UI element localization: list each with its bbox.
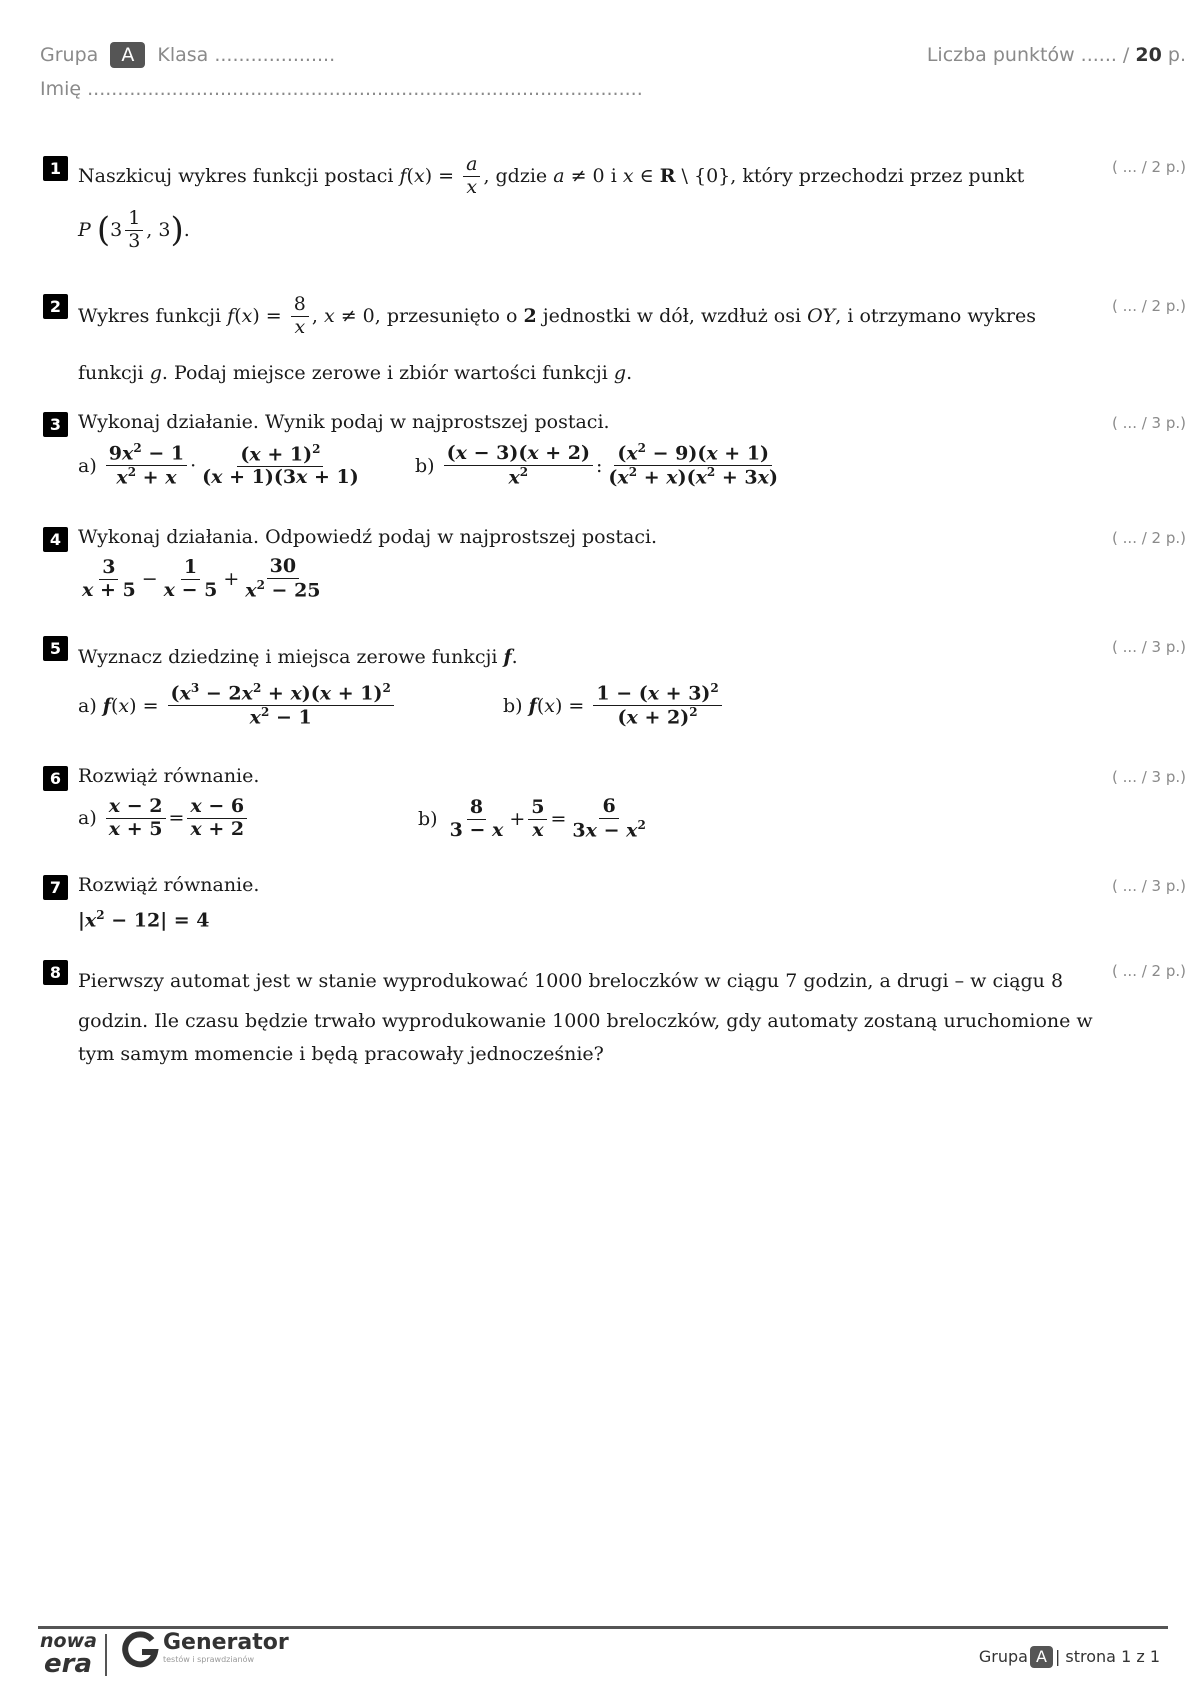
task-2-line-2: funkcji g . Podaj miejsce zerowe i zbiór wartości funkcji g . (78, 362, 633, 384)
task-8-line-1: Pierwszy automat jest w stanie wyprodukować 1000 breloczków w ciągu 7 godzin, a drugi – w ciągu 8 (78, 970, 1064, 992)
task-3-text: Wykonaj działanie. Wynik podaj w najprostszej postaci. (78, 411, 610, 433)
group-label: Grupa (40, 44, 99, 66)
fraction-a-over-x: $\frac{a}{x}$ (463, 154, 480, 199)
task-points-3: ( ... / 3 p.) (1112, 414, 1186, 432)
generator-logo: Generator testów i sprawdzianów (163, 1630, 289, 1664)
task-2-line-1: Wykres funkcji f ( x ) = $\frac{8}{x}$ , x ≠ 0, przesunięto o 2 jednostki w dół, wzdłuż osi OY , i otrzymano wykres (78, 293, 1036, 338)
task-points-2: ( ... / 2 p.) (1112, 297, 1186, 315)
task-points-1: ( ... / 2 p.) (1112, 158, 1186, 176)
points-total-field (927, 44, 1186, 66)
task-5-b: b) f ( x ) = $\frac{1 - (x + 3)^2}{(x + 2)^2}$ (503, 682, 725, 729)
task-number-5: 5 (43, 636, 68, 661)
task-points-6: ( ... / 3 p.) (1112, 768, 1186, 786)
task-4-text: Wykonaj działania. Odpowiedź podaj w najprostszej postaci. (78, 526, 658, 548)
task-number-4: 4 (43, 527, 68, 552)
points-label: Liczba punktów ...... / (926, 44, 1130, 66)
task-number-8: 8 (43, 960, 68, 985)
task-8-line-2: godzin. Ile czasu będzie trwało wyprodukowanie 1000 breloczków, gdy automaty zostaną uruchomione w (78, 1010, 1093, 1032)
task-points-4: ( ... / 2 p.) (1112, 529, 1186, 547)
task-4-expression: $\frac{3}{x + 5}$ − $\frac{1}{x - 5}$ + $\frac{30}{x^2 - 25}$ (82, 555, 321, 602)
task-1-line-2: P ( 3 $\frac{1}{3}$ , 3 ) . (78, 207, 190, 252)
task-points-5: ( ... / 3 p.) (1112, 638, 1186, 656)
points-unit: p. (1167, 44, 1186, 66)
points-total: 20 (1135, 44, 1162, 66)
class-field: Klasa .................... (157, 44, 336, 66)
task-number-2: 2 (43, 294, 68, 319)
group-field (40, 42, 335, 68)
task-number-7: 7 (43, 875, 68, 900)
nowa-era-logo: nowa era (40, 1630, 97, 1679)
task-7-text: Rozwiąż równanie. (78, 874, 260, 896)
task-1-line-1: Naszkicuj wykres funkcji postaci f ( x ) = $\frac{a}{x}$ , gdzie a ≠ 0 i x ∈ R \ {0} , który przechodzi przez punkt (78, 153, 1025, 198)
task-5-text: Wyznacz dziedzinę i miejsca zerowe funkcji f . (78, 646, 518, 668)
footer-page-info: Grupa A | strona 1 z 1 (978, 1647, 1160, 1666)
group-badge: A (110, 42, 145, 68)
name-field: Imię ............................................................................................ (40, 78, 643, 100)
footer-group-badge: A (1030, 1646, 1053, 1668)
generator-logo-icon (120, 1630, 160, 1670)
task-5-a: a) f ( x ) = $\frac{(x^3 - 2x^2 + x)(x + 1)^2}{x^2 - 1}$ (78, 682, 397, 729)
footer-divider (38, 1626, 1168, 1629)
task-6-b: b) $\frac{8}{3 - x}$ + $\frac{5}{x}$ = $\frac{6}{3x - x^2}$ (418, 795, 646, 842)
task-number-6: 6 (43, 766, 68, 791)
task-7-equation: $|x^2 - 12| = 4$ (78, 908, 210, 932)
task-8-line-3: tym samym momencie i będą pracowały jednocześnie? (78, 1043, 604, 1065)
task-number-1: 1 (43, 156, 68, 181)
task-points-7: ( ... / 3 p.) (1112, 877, 1186, 895)
task-points-8: ( ... / 2 p.) (1112, 962, 1186, 980)
task-6-a: a) $\frac{x - 2}{x + 5}$ = $\frac{x - 6}{x + 2}$ (78, 796, 250, 841)
logo-separator (105, 1634, 107, 1676)
task-3-b: b) $\frac{(x - 3)(x + 2)}{x^2}$ : $\frac{(x^2 - 9)(x + 1)}{(x^2 + x)(x^2 + 3x)}$ (415, 441, 778, 489)
task-3-a: a) $\frac{9x^2 - 1}{x^2 + x}$ · $\frac{(x + 1)^2}{(x + 1)(3x + 1)}$ (78, 441, 359, 489)
task-number-3: 3 (43, 412, 68, 437)
task-6-text: Rozwiąż równanie. (78, 765, 260, 787)
